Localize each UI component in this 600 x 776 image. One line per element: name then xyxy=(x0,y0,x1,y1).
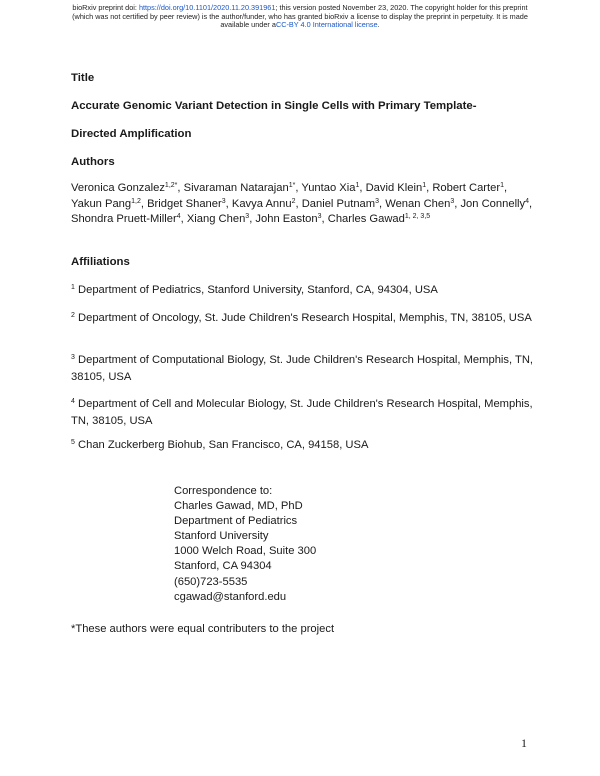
affiliation-5: $^5$ Chan Zuckerberg Biohub, San Francisco, CA, 94158, USA xyxy=(71,439,369,451)
preprint-header xyxy=(20,4,580,30)
author-affiliation-sup: 1* xyxy=(288,182,296,189)
license-link[interactable]: CC-BY 4.0 International license xyxy=(275,20,378,30)
affiliation-1: $^1$ Department of Pediatrics, Stanford University, Stanford, CA, 94304, USA xyxy=(71,284,438,296)
correspondence-city: Stanford, CA 94304 xyxy=(174,560,272,573)
correspondence-block xyxy=(174,484,316,605)
author-name: Wenan Chen$^3$ xyxy=(385,197,455,210)
author-affiliation-sup: 1 xyxy=(422,182,427,189)
author-affiliation-sup: 1 xyxy=(355,182,360,189)
author-name: Charles Gawad$^{1, 2, 3,5}$ xyxy=(327,213,431,226)
author-affiliation-sup: 3 xyxy=(375,197,379,205)
authors-heading: Authors xyxy=(71,156,115,168)
correspondence-department: Department of Pediatrics xyxy=(174,515,298,528)
author-name: Kavya Annu$^2$ xyxy=(231,197,296,210)
correspondence-name: Charles Gawad, MD, PhD xyxy=(174,500,303,513)
author-name: Shondra Pruett-Miller$^4$ xyxy=(71,213,181,226)
author-name: Xiang Chen$^3$ xyxy=(186,213,250,226)
author-name: Veronica Gonzalez$^{1,2*}$ xyxy=(71,182,178,194)
affiliation-3: $^3$ Department of Computational Biology, St. Jude Children's Research Hospital, Memphis, TN, 38105, USA xyxy=(71,354,534,383)
header-line-1: bioRxiv preprint doi: https://doi.org/10.1101/2020.11.20.391961; this version posted November 23, 2020. The copyright holder for this preprint xyxy=(72,3,528,12)
authors-list: Veronica Gonzalez$^{1,2*}$, Sivaraman Natarajan$^{1*}$, Yuntao Xia$^1$, David Klein$^1$, Robert Carter$^1$, Yakun Pang$^{1,2}$, Bridget Shaner$^3$, Kavya Annu$^2$, Daniel Putnam$^3$, Wenan Chen$^3$, Jon Connelly$^4$, Shondra Pruett-Miller$^4$, Xiang Chen$^3$, John Easton$^3$, Charles Gawad$^{1, 2, 3,5}$ xyxy=(71,182,533,226)
author-name: Sivaraman Natarajan$^{1*}$ xyxy=(183,182,296,194)
author-affiliation-sup: 3 xyxy=(450,197,455,205)
affiliation-2: $^2$ Department of Oncology, St. Jude Children's Research Hospital, Memphis, TN, 38105, USA xyxy=(71,312,532,324)
affiliations-heading: Affiliations xyxy=(71,256,130,268)
author-name: John Easton$^3$ xyxy=(255,213,322,226)
author-affiliation-sup: 3 xyxy=(317,213,322,221)
author-affiliation-sup: 1, 2, 3,5 xyxy=(404,213,431,221)
author-name: David Klein$^1$ xyxy=(365,182,427,194)
author-affiliation-sup: 2 xyxy=(291,197,296,205)
equal-contribution-note: *These authors were equal contributers to the project xyxy=(71,623,335,635)
correspondence-institution: Stanford University xyxy=(174,530,269,543)
author-affiliation-sup: 1 xyxy=(500,182,504,189)
author-affiliation-sup: 4 xyxy=(525,197,530,205)
author-affiliation-sup: 4 xyxy=(176,213,181,221)
author-affiliation-sup: 1,2* xyxy=(164,182,178,189)
author-name: Yakun Pang$^{1,2}$ xyxy=(71,197,141,210)
author-name: Jon Connelly$^4$ xyxy=(460,197,530,210)
author-affiliation-sup: 1,2 xyxy=(131,197,141,205)
page-number: 1 xyxy=(521,736,527,750)
author-name: Yuntao Xia$^1$ xyxy=(301,182,360,194)
author-name: Bridget Shaner$^3$ xyxy=(147,197,226,210)
correspondence-phone: (650)723-5535 xyxy=(174,575,248,588)
correspondence-label: Correspondence to: xyxy=(174,485,273,497)
affiliation-4: $^4$ Department of Cell and Molecular Biology, St. Jude Children's Research Hospital, Memphis, TN, 38105, USA xyxy=(71,398,533,427)
doi-link[interactable]: https://doi.org/10.1101/2020.11.20.391961 xyxy=(138,3,276,12)
author-name: Daniel Putnam$^3$ xyxy=(301,197,379,210)
header-line-3: available under aCC-BY 4.0 International license. xyxy=(220,20,380,30)
header-line-2: (which was not certified by peer review) is the author/funder, who has granted bioRxiv a license to display the preprint in perpetuity. It is made xyxy=(72,11,528,21)
author-name: Robert Carter$^1$ xyxy=(432,182,504,194)
correspondence-email: cgawad@stanford.edu xyxy=(174,590,287,603)
title-heading: Title xyxy=(71,72,95,84)
author-affiliation-sup: 3 xyxy=(245,213,250,221)
paper-title-line-2: Directed Amplification xyxy=(71,128,192,140)
correspondence-street: 1000 Welch Road, Suite 300 xyxy=(174,545,317,558)
author-affiliation-sup: 3 xyxy=(221,197,226,205)
paper-title-line-1: Accurate Genomic Variant Detection in Single Cells with Primary Template- xyxy=(71,100,477,112)
